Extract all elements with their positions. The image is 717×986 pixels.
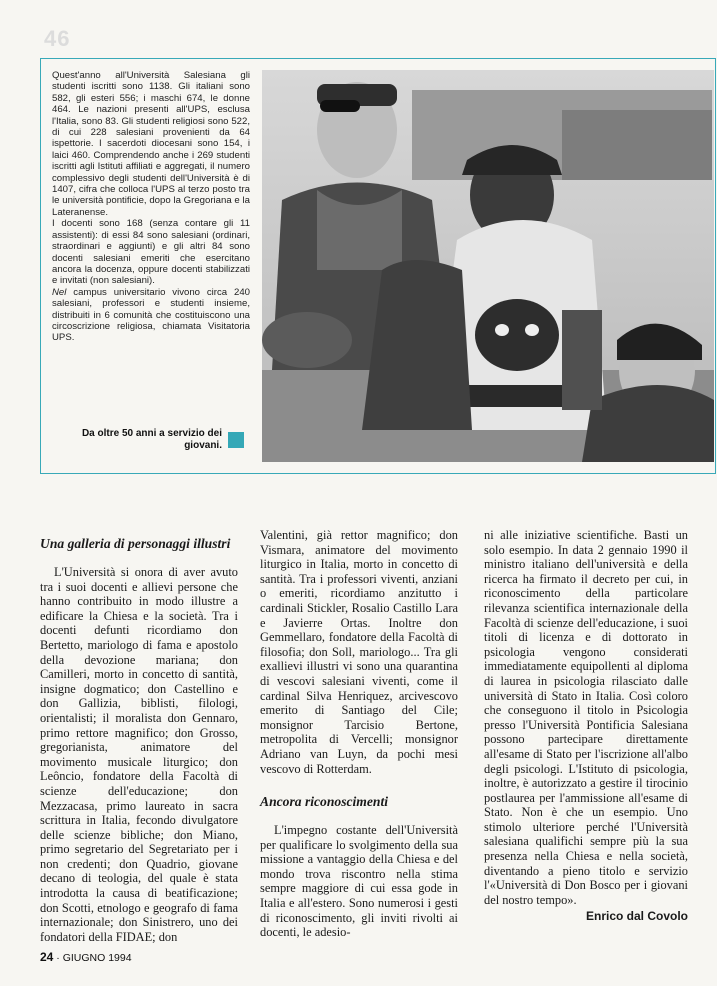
campus-prefix: Nel (52, 286, 74, 298)
students-photo (262, 70, 714, 462)
article-column-2 (260, 528, 458, 940)
sidebar-paragraph: I docenti sono 168 (senza contare gli 11 assistenti): di essi 84 sono salesiani (ordinari, straordinari e aggiunti) e gli altri 84 sono docenti salesiani emeriti che esercitano ancora la docenza, oppure docenti stabilizzati e invitati (non salesiani). (52, 218, 250, 287)
caption-accent-square (228, 432, 244, 448)
section-heading: Una galleria di personaggi illustri (40, 536, 231, 551)
article-paragraph: L'Università si onora di aver avuto tra i suoi docenti e allievi persone che hanno contribuito in modo illustre a edificare la Chiesa e la società. Tra i docenti defunti ricordiamo don Bertetto, mariologo di fama e apostolo della devozione mariana; don Camilleri, morto in concetto di santità, insigne dogmatico; don Castellino e don Gallizia, biblisti, filologi, orientalisti; il moralista don Gennaro, primo rettore magnifico; don Grosso, gregorianista, animatore del movimento musicale liturgico; don Leôncio, fondatore della Facoltà di scienze dell'educazione; don Mezzacasa, primo laureato in sacra scrittura in Italia, fecondo divulgatore delle scienze bibliche; don Miano, primo segretario del Segretariato per i non credenti; don Quadrio, giovane decano di teologia, del quale è stata introdotta la causa di beatificazione; don Scotti, etnologo e geografo di fama internazionale; don Sinistrero, uno dei fondatori della FIDAE; don (40, 565, 238, 944)
sidebar-paragraph-3: campus universitario vivono circa 240 salesiani, professori e studenti insieme, distribuiti in 6 comunità che costituiscono una circoscrizione religiosa, chiamata Visitatoria UPS. (52, 286, 250, 344)
page-number: 24 (40, 950, 54, 964)
sidebar-text (52, 70, 250, 344)
article-paragraph: Valentini, già rettor magnifico; don Vismara, animatore del movimento liturgico in Italia, morto in concetto di santità. Tra i professori viventi, anziani o emeriti, ricordiamo anzitutto i cardinali Stickler, Rosalio Castillo Lara e Javierre Ortas. Inoltre don Gemmellaro, fondatore della Facoltà di filosofia; don Soll, mariologo... Tra gli exallievi illustri vi sono una quarantina di vescovi salesiani viventi, come il cardinal Silva Henriquez, arcivescovo emerito di Santiago del Cile; monsignor Tarcisio Bertone, metropolita di Vercelli; monsignor Adriano van Luyn, da pochi mesi vescovo di Rotterdam. (260, 528, 458, 776)
article-paragraph: ni alle iniziative scientifiche. Basti un solo esempio. In data 2 gennaio 1990 il ministro italiano dell'università e della ricerca ha firmato il decreto per cui, in riconoscimento della particolare rilevanza scientifica internazionale della Facoltà di scienze dell'educazione, i suoi titoli di licenza e di dottorato in psicologia vengono considerati immediatamente equipollenti al diploma di laurea in psicologia rilasciato dalle università di Stato in Italia. Così coloro che conseguono il titolo in Psicologia presso l'Università Pontificia Salesiana possono partecipare direttamente all'esame di Stato per l'iscrizione all'albo degli psicologi. L'Istituto di psicologia, inoltre, è autorizzato a gestire il tirocinio postlaurea per l'ammissione all'esame di Stato. Non è che un esempio. Uno stimolo ulteriore perché l'Università salesiana qualifichi sempre più la sua presenza nella Chiesa e nella società, diventando a pieno titolo e servizio l'«Università di Don Bosco per i giovani del nostro tempo». (484, 528, 688, 907)
page-footer (40, 950, 132, 964)
faded-page-number: 46 (44, 26, 71, 51)
article-column-3 (484, 528, 688, 924)
photo-caption: Da oltre 50 anni a servizio dei giovani. (81, 428, 222, 451)
section-heading: Ancora riconoscimenti (260, 794, 389, 810)
article-paragraph: L'impegno costante dell'Università per qualificare lo svolgimento della sua missione a vantaggio della Chiesa e del mondo trova riscontro nella stima sempre maggiore di cui essa gode in Italia e all'estero. Sono numerosi i gesti di riconoscimento, gli inviti rivolti ai docenti, le adesio- (260, 823, 458, 940)
issue-date: · GIUGNO 1994 (56, 952, 132, 964)
article-column-1 (40, 536, 238, 944)
sidebar-paragraph: Quest'anno all'Università Salesiana gli studenti iscritti sono 1138. Gli italiani sono 582, gli esteri 556; i maschi 674, le donne 464. Le nazioni presenti all'UPS, esclusa l'Italia, sono 83. Gli studenti religiosi sono 522, di cui 228 salesiani provenienti da 64 ispettorie. I sacerdoti diocesani sono 154, i laici 460. Comprendendo anche i 269 studenti iscritti agli Istituti affiliati e aggregati, il numero complessivo degli studenti dell'Università è di 1407, cifra che colloca l'UPS al terzo posto tra le università pontificie, dopo la Gregoriana e la Lateranense. (52, 70, 250, 218)
sidebar-paragraph (52, 287, 250, 344)
author-signature: Enrico dal Covolo (585, 909, 688, 924)
